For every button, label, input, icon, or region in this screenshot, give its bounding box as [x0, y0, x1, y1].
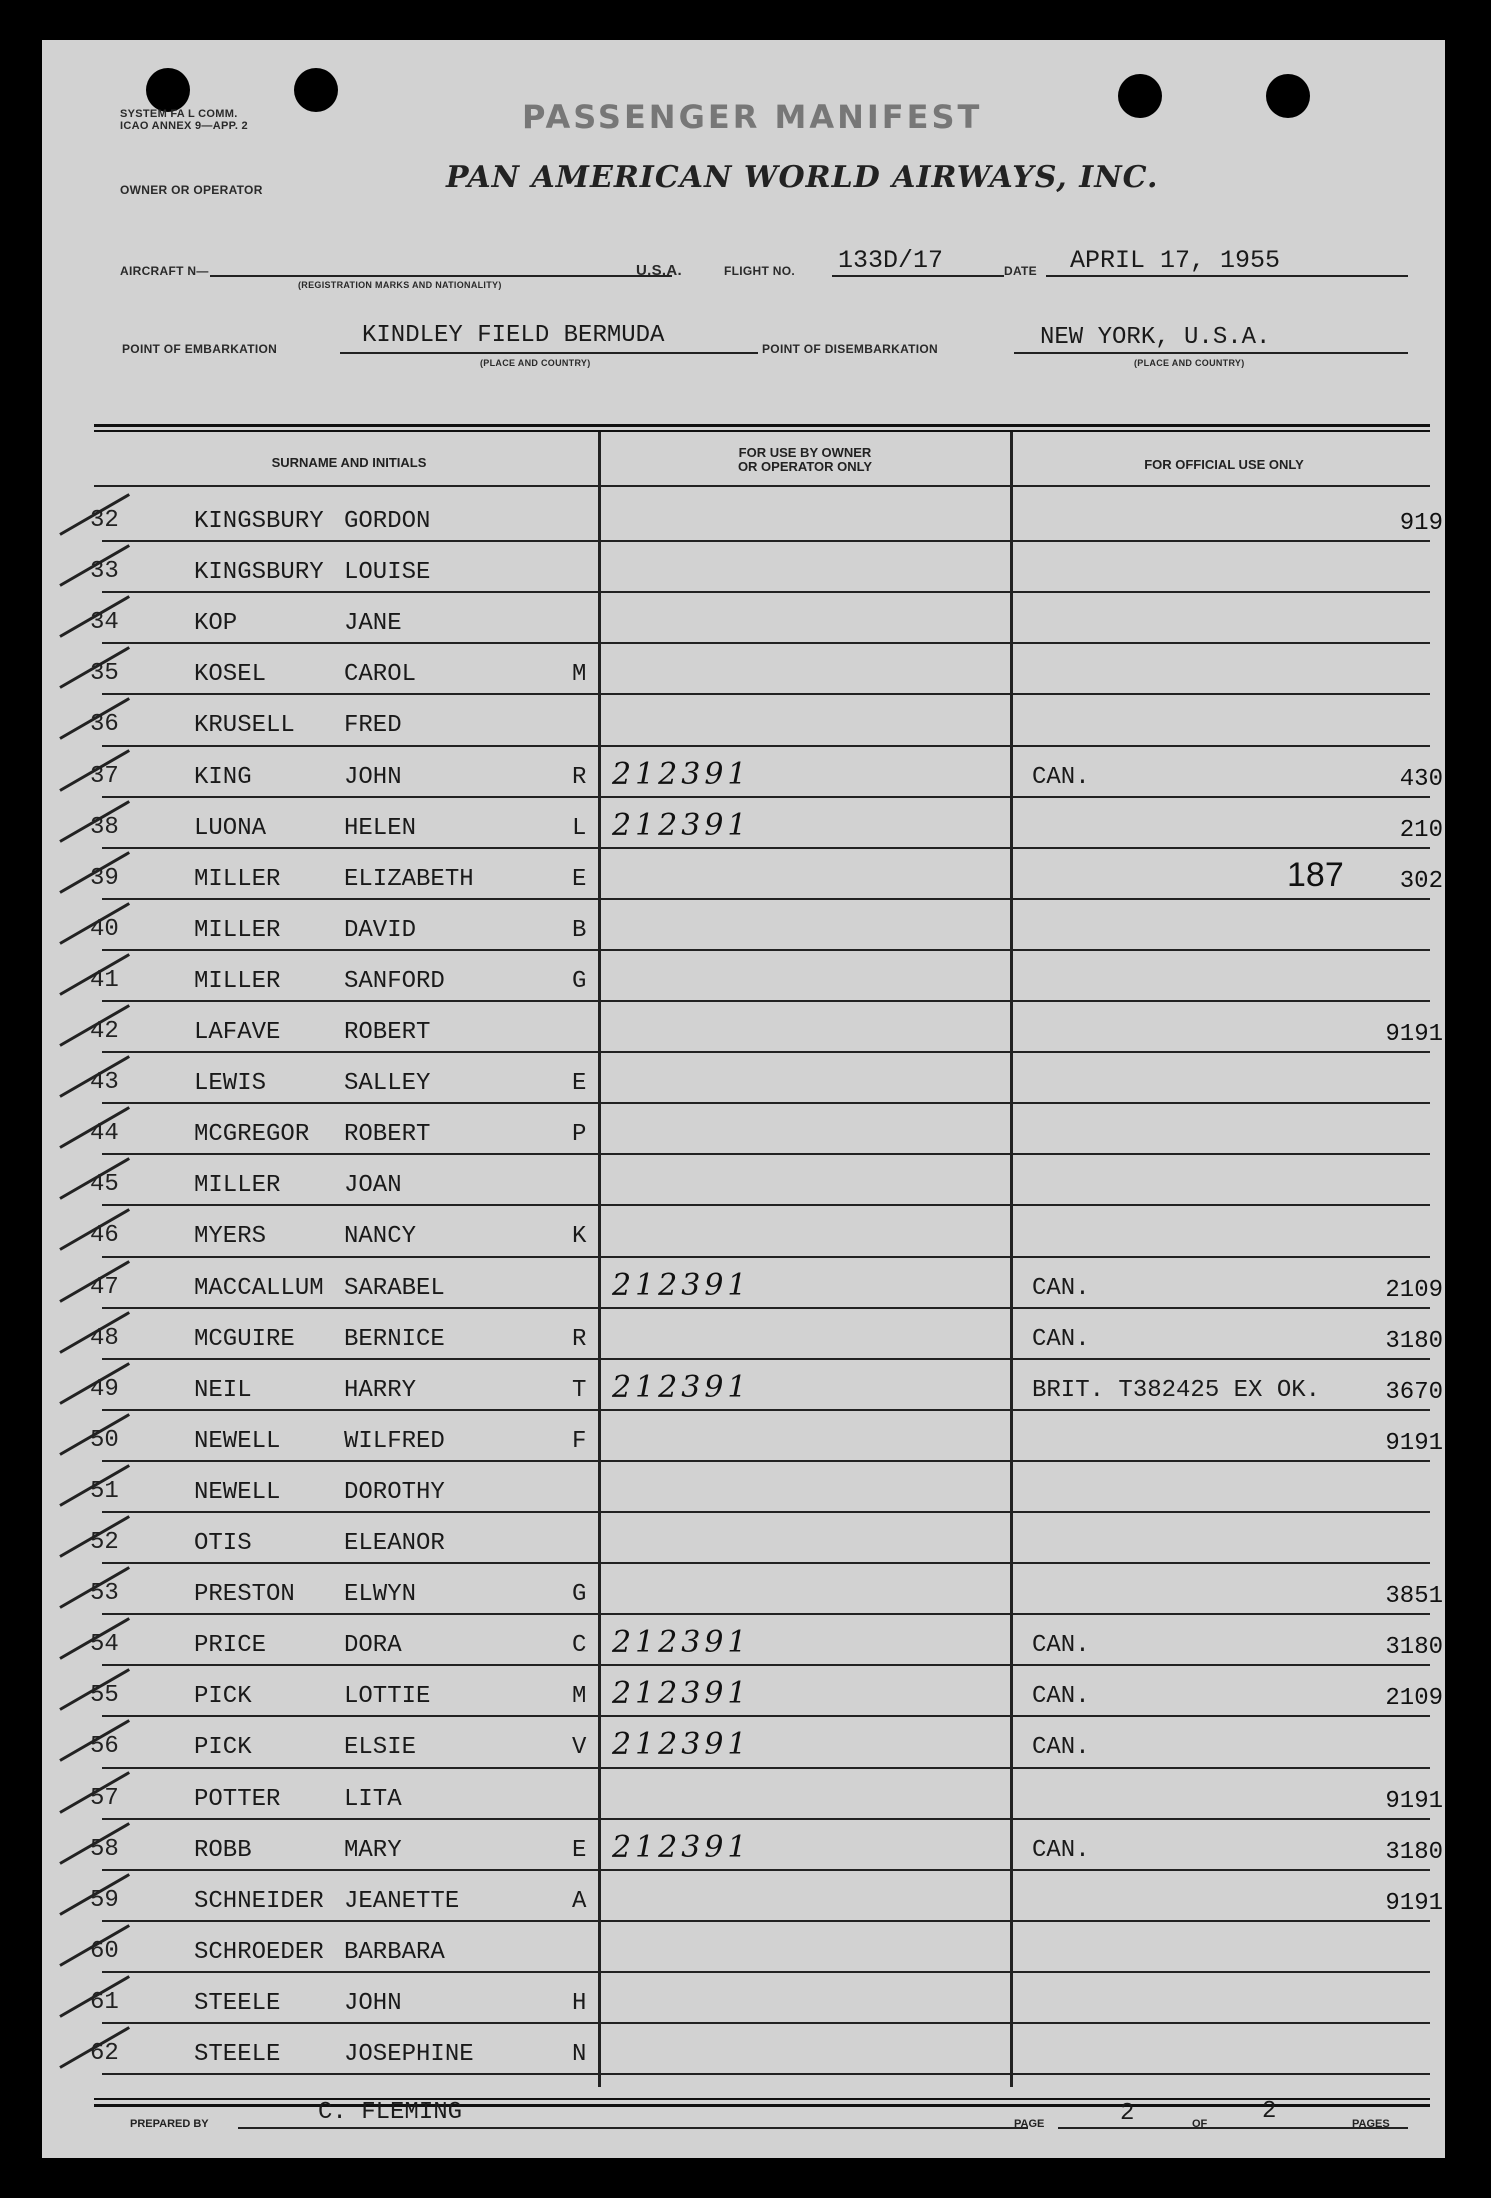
operator-code: 212391	[612, 1829, 751, 1865]
official-code: 210	[1399, 816, 1443, 844]
operator-code: 212391	[612, 1267, 751, 1303]
operator-code: 212391	[612, 756, 751, 792]
official-code: 9191	[1385, 1787, 1443, 1815]
column-header-official: FOR OFFICIAL USE ONLY	[1144, 457, 1304, 472]
date-value: APRIL 17, 1955	[1070, 246, 1281, 275]
table-bottom-rule	[94, 2098, 1430, 2100]
middle-initial: E	[572, 1070, 587, 1098]
column-header-names: SURNAME AND INITIALS	[271, 455, 427, 470]
official-code: 3180	[1385, 1634, 1443, 1662]
table-row	[42, 1871, 1445, 1922]
given-name: JANE	[344, 610, 402, 638]
given-name: LOUISE	[344, 559, 431, 587]
row-number: 62	[90, 2040, 119, 2067]
given-name: SANFORD	[344, 967, 445, 995]
operator-header-line2: OR OPERATOR ONLY	[737, 459, 873, 474]
surname: SCHNEIDER	[194, 1887, 324, 1915]
table-row	[42, 1973, 1445, 2024]
row-number: 32	[90, 507, 119, 534]
nationality: BRIT. T382425 EX OK.	[1032, 1376, 1321, 1404]
punch-hole	[294, 68, 338, 112]
disembark-sub: (PLACE AND COUNTRY)	[1134, 358, 1245, 368]
flight-value: 133D/17	[838, 246, 944, 275]
page-title: PASSENGER MANIFEST	[522, 98, 983, 136]
given-name: BARBARA	[344, 1938, 445, 1966]
table-row	[42, 1206, 1445, 1257]
table-row	[42, 542, 1445, 593]
date-label: DATE	[1004, 264, 1037, 278]
official-code: 3180	[1385, 1838, 1443, 1866]
date-line	[1046, 275, 1408, 277]
row-number: 47	[90, 1273, 119, 1301]
surname: MILLER	[194, 967, 281, 995]
middle-initial: L	[572, 814, 587, 842]
row-number: 59	[90, 1886, 119, 1914]
row-number: 44	[90, 1120, 119, 1148]
embark-sub: (PLACE AND COUNTRY)	[480, 358, 591, 368]
system-ref	[120, 108, 248, 132]
table-row	[42, 1155, 1445, 1206]
page-label: PAGE	[1014, 2118, 1045, 2130]
operator-code: 212391	[612, 1727, 751, 1763]
aircraft-line	[210, 275, 672, 277]
table-row	[42, 747, 1445, 798]
disembark-value: NEW YORK, U.S.A.	[1040, 324, 1271, 351]
table-row	[42, 1922, 1445, 1973]
operator-code: 212391	[612, 1369, 751, 1405]
given-name: LITA	[344, 1785, 402, 1813]
given-name: JOHN	[344, 1989, 402, 2017]
row-number: 42	[90, 1018, 119, 1045]
row-number: 43	[90, 1069, 119, 1097]
prepared-line	[238, 2127, 1028, 2129]
row-number: 60	[90, 1937, 119, 1965]
middle-initial: R	[572, 763, 587, 791]
row-number: 41	[90, 966, 119, 994]
operator-code: 212391	[612, 1676, 751, 1712]
middle-initial: F	[572, 1427, 587, 1455]
row-number: 53	[90, 1580, 119, 1608]
row-number: 45	[90, 1171, 119, 1199]
given-name: HELEN	[344, 814, 417, 842]
official-code: 2109	[1385, 1276, 1443, 1304]
surname: PRICE	[194, 1632, 267, 1660]
given-name: WILFRED	[344, 1427, 445, 1455]
middle-initial: R	[572, 1325, 587, 1353]
surname: PICK	[194, 1683, 252, 1711]
manifest-page	[42, 40, 1445, 2158]
aircraft-suffix: U.S.A.	[636, 262, 682, 279]
system-ref-line2: ICAO ANNEX 9—APP. 2	[120, 120, 248, 132]
flight-label: FLIGHT NO.	[724, 264, 795, 278]
row-number: 34	[90, 609, 119, 637]
table-row	[42, 2024, 1445, 2075]
row-number: 36	[90, 711, 119, 739]
official-code: 3851	[1385, 1583, 1443, 1611]
middle-initial: G	[572, 967, 587, 995]
given-name: NANCY	[344, 1223, 417, 1251]
table-row	[42, 1258, 1445, 1309]
surname: MILLER	[194, 916, 281, 944]
page-line	[1058, 2127, 1408, 2129]
table-row	[42, 695, 1445, 746]
row-number: 50	[90, 1426, 119, 1454]
official-code: 3180	[1385, 1327, 1443, 1355]
given-name: ELSIE	[344, 1734, 417, 1762]
given-name: JOHN	[344, 763, 402, 791]
given-name: ELIZABETH	[344, 865, 474, 893]
middle-initial: G	[572, 1581, 587, 1609]
surname: LEWIS	[194, 1070, 267, 1098]
page-value: 2	[1120, 2100, 1135, 2127]
surname: NEWELL	[194, 1427, 281, 1455]
surname: MILLER	[194, 1172, 281, 1200]
given-name: BERNICE	[344, 1325, 445, 1353]
table-top-rule-2	[94, 430, 1430, 432]
table-row	[42, 951, 1445, 1002]
middle-initial: H	[572, 1989, 587, 2017]
table-row	[42, 1820, 1445, 1871]
middle-initial: V	[572, 1734, 587, 1762]
row-number: 39	[90, 864, 119, 892]
given-name: LOTTIE	[344, 1683, 431, 1711]
surname: SCHROEDER	[194, 1938, 324, 1966]
table-row	[42, 1462, 1445, 1513]
row-number: 48	[90, 1324, 119, 1352]
table-row	[42, 1309, 1445, 1360]
row-number: 49	[90, 1375, 119, 1403]
surname: MCGUIRE	[194, 1325, 295, 1353]
table-row	[42, 1769, 1445, 1820]
surname: KINGSBURY	[194, 508, 324, 535]
row-number: 40	[90, 915, 119, 943]
table-row	[42, 1564, 1445, 1615]
given-name: HARRY	[344, 1376, 417, 1404]
aircraft-label: AIRCRAFT N—	[120, 264, 209, 278]
middle-initial: M	[572, 661, 587, 689]
operator-header-line1: FOR USE BY OWNER	[738, 445, 872, 460]
row-divider	[102, 2073, 1430, 2075]
given-name: CAROL	[344, 661, 417, 689]
registration-sub: (REGISTRATION MARKS AND NATIONALITY)	[298, 280, 502, 290]
table-row	[42, 1104, 1445, 1155]
given-name: ROBERT	[344, 1019, 431, 1046]
table-row	[42, 1411, 1445, 1462]
surname: STEELE	[194, 2041, 281, 2068]
surname: PICK	[194, 1734, 252, 1762]
punch-hole	[146, 68, 190, 112]
row-number: 46	[90, 1222, 119, 1250]
given-name: DAVID	[344, 916, 417, 944]
table-row	[42, 644, 1445, 695]
of-value: 2	[1262, 2098, 1277, 2125]
middle-initial: P	[572, 1121, 587, 1149]
given-name: ELEANOR	[344, 1530, 445, 1557]
row-number: 55	[90, 1682, 119, 1710]
middle-initial: E	[572, 865, 587, 893]
given-name: ELWYN	[344, 1581, 417, 1609]
given-name: ROBERT	[344, 1121, 431, 1149]
middle-initial: C	[572, 1632, 587, 1660]
punch-hole	[1266, 74, 1310, 118]
middle-initial: A	[572, 1887, 587, 1915]
row-number: 33	[90, 558, 119, 586]
given-name: MARY	[344, 1836, 402, 1864]
given-name: JOSEPHINE	[344, 2041, 474, 2068]
nationality: CAN.	[1032, 1836, 1090, 1864]
prepared-label: PREPARED BY	[130, 2118, 209, 2130]
middle-initial: K	[572, 1223, 587, 1251]
owner-label: OWNER OR OPERATOR	[120, 183, 263, 197]
header-divider	[94, 485, 1430, 487]
table-row	[42, 849, 1445, 900]
disembark-line	[1014, 352, 1408, 354]
row-number: 37	[90, 762, 119, 790]
surname: ROBB	[194, 1836, 252, 1864]
given-name: JOAN	[344, 1172, 402, 1200]
operator-code: 212391	[612, 807, 751, 843]
disembark-label: POINT OF DISEMBARKATION	[762, 342, 939, 356]
embark-label: POINT OF EMBARKATION	[122, 342, 278, 356]
official-code: 302	[1399, 867, 1443, 895]
official-code: 2109	[1385, 1685, 1443, 1713]
nationality: CAN.	[1032, 1632, 1090, 1660]
given-name: SALLEY	[344, 1070, 431, 1098]
row-number: 61	[90, 1988, 119, 2016]
surname: NEWELL	[194, 1478, 281, 1506]
given-name: SARABEL	[344, 1274, 445, 1302]
table-row	[42, 1002, 1445, 1053]
row-number: 57	[90, 1784, 119, 1812]
official-code: 9191	[1385, 1889, 1443, 1917]
row-number: 56	[90, 1733, 119, 1761]
surname: POTTER	[194, 1785, 281, 1813]
given-name: DORA	[344, 1632, 402, 1660]
surname: MCGREGOR	[194, 1121, 310, 1149]
owner-value: PAN AMERICAN WORLD AIRWAYS, INC.	[446, 160, 1159, 195]
table-row	[42, 1666, 1445, 1717]
row-number: 58	[90, 1835, 119, 1863]
surname: KOP	[194, 610, 238, 638]
pages-label: PAGES	[1352, 2118, 1390, 2130]
middle-initial: B	[572, 916, 587, 944]
row-number: 38	[90, 813, 119, 841]
middle-initial: N	[572, 2041, 587, 2068]
punch-hole	[1118, 74, 1162, 118]
surname: MILLER	[194, 865, 281, 893]
table-row	[42, 1717, 1445, 1768]
prepared-value: C. FLEMING	[318, 2099, 463, 2126]
row-number: 52	[90, 1529, 119, 1556]
system-ref-line1: SYSTEM FA L COMM.	[120, 108, 238, 120]
row-number: 35	[90, 660, 119, 688]
surname: LAFAVE	[194, 1019, 281, 1046]
middle-initial: T	[572, 1376, 587, 1404]
table-row	[42, 798, 1445, 849]
surname: KOSEL	[194, 661, 267, 689]
nationality: CAN.	[1032, 763, 1090, 791]
table-row	[42, 491, 1445, 542]
nationality: CAN.	[1032, 1683, 1090, 1711]
table-row	[42, 593, 1445, 644]
given-name: JEANETTE	[344, 1887, 460, 1915]
table-row	[42, 900, 1445, 951]
official-code: 9191	[1385, 1021, 1443, 1048]
operator-code: 212391	[612, 1625, 751, 1661]
row-number: 51	[90, 1477, 119, 1505]
official-code: 919	[1399, 510, 1443, 537]
embark-line	[340, 352, 758, 354]
nationality: CAN.	[1032, 1734, 1090, 1762]
row-number: 54	[90, 1631, 119, 1659]
surname: STEELE	[194, 1989, 281, 2017]
official-note: 187	[1287, 855, 1344, 894]
embark-value: KINDLEY FIELD BERMUDA	[362, 322, 665, 349]
surname: KING	[194, 763, 252, 791]
middle-initial: M	[572, 1683, 587, 1711]
surname: NEIL	[194, 1376, 252, 1404]
surname: LUONA	[194, 814, 267, 842]
flight-line	[832, 275, 1004, 277]
table-bottom-rule-2	[94, 2104, 1430, 2107]
official-code: 430	[1399, 765, 1443, 793]
official-code: 3670	[1385, 1378, 1443, 1406]
nationality: CAN.	[1032, 1274, 1090, 1302]
of-label: OF	[1192, 2118, 1208, 2130]
table-top-rule	[94, 424, 1430, 427]
table-row	[42, 1615, 1445, 1666]
surname: OTIS	[194, 1530, 252, 1557]
surname: KINGSBURY	[194, 559, 324, 587]
nationality: CAN.	[1032, 1325, 1090, 1353]
middle-initial: E	[572, 1836, 587, 1864]
official-code: 9191	[1385, 1429, 1443, 1457]
surname: PRESTON	[194, 1581, 295, 1609]
surname: MACCALLUM	[194, 1274, 324, 1302]
given-name: GORDON	[344, 508, 431, 535]
column-header-operator	[602, 446, 1008, 474]
given-name: DOROTHY	[344, 1478, 445, 1506]
table-row	[42, 1360, 1445, 1411]
table-row	[42, 1513, 1445, 1564]
given-name: FRED	[344, 712, 402, 740]
surname: KRUSELL	[194, 712, 295, 740]
surname: MYERS	[194, 1223, 267, 1251]
table-row	[42, 1053, 1445, 1104]
